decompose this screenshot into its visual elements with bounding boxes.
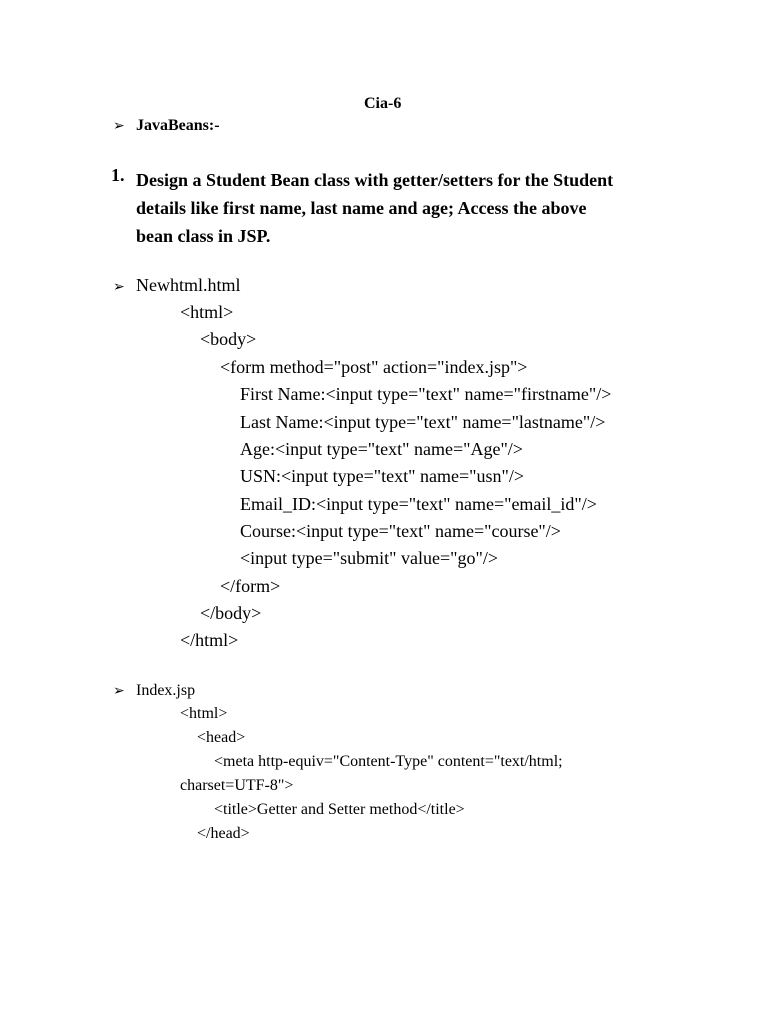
file1-heading-row [113,276,241,294]
question-line: details like first name, last name and age; Access the above [136,198,587,218]
code-line: <input type="submit" value="go"/> [240,548,498,568]
code-line: Course:<input type="text" name="course"/> [240,521,561,541]
arrow-bullet-icon: ➢ [113,118,125,134]
code-line: First Name:<input type="text" name="firstname"/> [240,384,612,404]
arrow-bullet-icon: ➢ [113,683,125,699]
question-number: 1. [111,165,125,185]
question-line: bean class in JSP. [136,226,271,246]
code-line: <html> [180,302,234,322]
code-line: <body> [200,329,257,349]
file2-name: Index.jsp [136,682,196,699]
code-line: <head> [197,729,246,746]
question-line: Design a Student Bean class with getter/setters for the Student [136,170,614,190]
code-line: USN:<input type="text" name="usn"/> [240,466,524,486]
code-line: <html> [180,705,228,722]
section-heading: JavaBeans:- [136,117,220,134]
code-line: charset=UTF-8"> [180,777,294,794]
code-line: Last Name:<input type="text" name="lastname"/> [240,412,606,432]
code-line: <form method="post" action="index.jsp"> [220,357,528,377]
code-line: <meta http-equiv="Content-Type" content="text/html; [214,753,563,770]
section-heading-row [113,118,220,134]
code-line: </html> [180,630,239,650]
code-line: <title>Getter and Setter method</title> [214,801,465,818]
code-line: Email_ID:<input type="text" name="email_id"/> [240,494,597,514]
file1-name: Newhtml.html [136,275,241,295]
file2-heading-row [113,683,195,699]
document-title: Cia-6 [364,95,402,112]
code-line: </head> [197,825,250,842]
code-line: </body> [200,603,262,623]
code-line: </form> [220,576,281,596]
question-text [136,166,696,250]
code-line: Age:<input type="text" name="Age"/> [240,439,523,459]
arrow-bullet-icon: ➢ [113,279,125,295]
